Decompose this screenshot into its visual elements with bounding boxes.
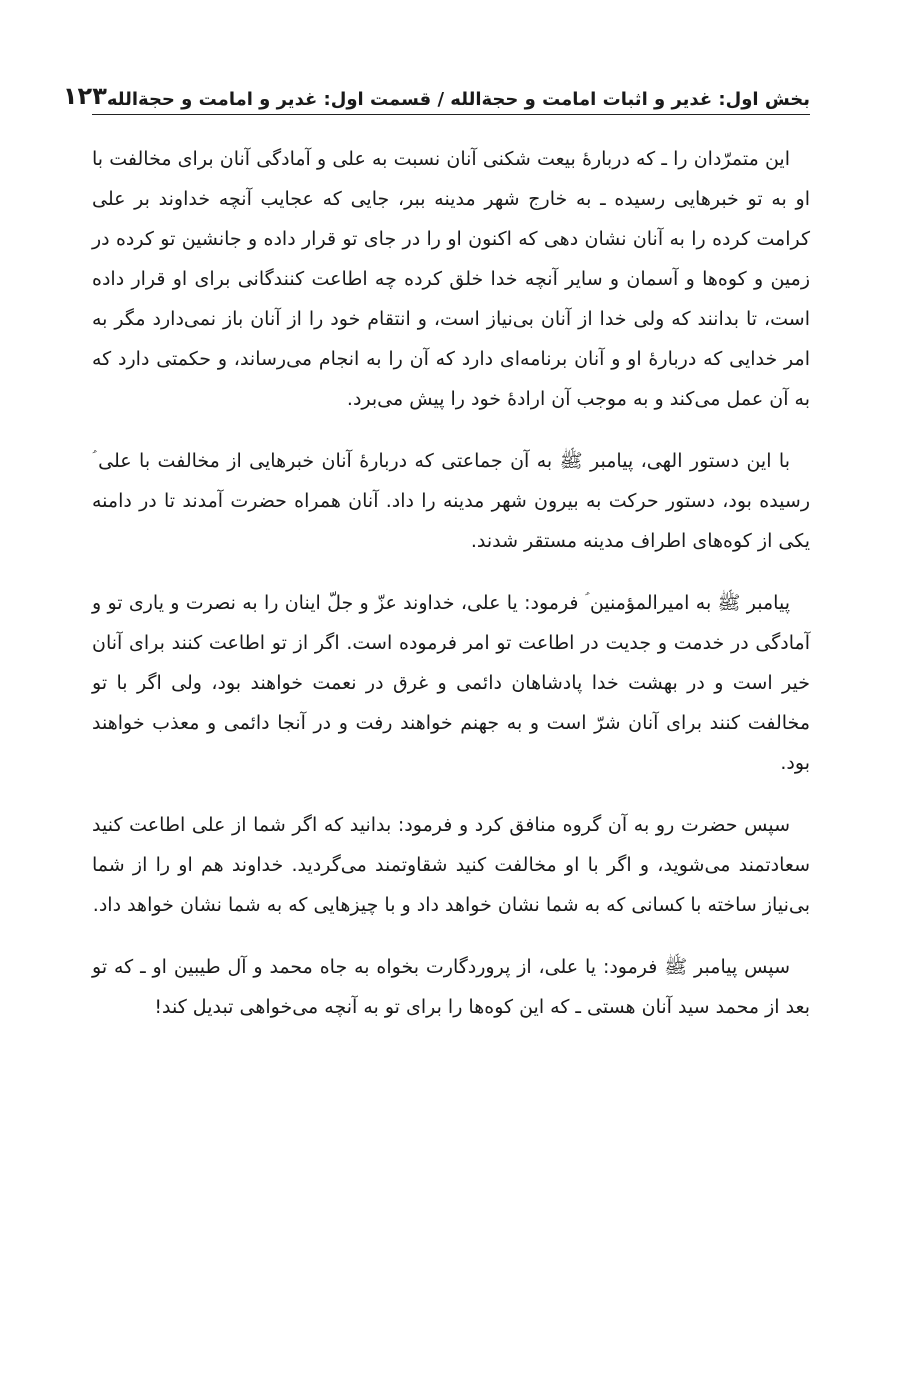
- paragraph: پیامبر ﷺ به امیرالمؤمنین ؑ فرمود: یا علی، خداوند عزّ و جلّ اینان را به نصرت و یاری تو و آمادگی در خدمت و جدیت در اطاعت تو امر فرموده است. اگر از تو اطاعت کنند برای آنان خیر است و در بهشت خدا پادشاهان دائمی و غرق در نعمت خواهند بود، ولی اگر با تو مخالفت کنند برای آنان شرّ است و به جهنم خواهند رفت و در آنجا دائمی و معذب خواهند بود.: [92, 592, 810, 774]
- paragraph: سپس پیامبر ﷺ فرمود: یا علی، از پروردگارت بخواه به جاه محمد و آل طیبین او ـ که تو بعد از محمد سید آنان هستی ـ که این کوه‌ها را برای تو به آنچه می‌خواهی تبدیل کند!: [92, 956, 810, 1018]
- chapter-title: بخش اول: غدیر و اثبات امامت و حجةالله / قسمت اول: غدیر و امامت و حجةالله: [106, 89, 810, 110]
- book-page: [62, 70, 810, 1049]
- page-number: ۱۲۳: [62, 82, 107, 110]
- paragraph: با این دستور الهی، پیامبر ﷺ به آن جماعتی که دربارهٔ آنان خبرهایی از مخالفت با علی ؑ رسیده بود، دستور حرکت به بیرون شهر مدینه را داد. آنان همراه حضرت آمدند تا در دامنه یکی از کوه‌های اطراف مدینه مستقر شدند.: [92, 450, 810, 552]
- paragraph: این متمرّدان را ـ که دربارهٔ بیعت شکنی آنان نسبت به علی و آمادگی آنان برای مخالفت با او به تو خبرهایی رسیده ـ به خارج شهر مدینه ببر، جایی که عجایب آنچه خداوند بر علی کرامت کرده را به آنان نشان دهی که اکنون او را در جای تو قرار داده و جانشین تو کرده در زمین و کوه‌ها و آسمان و سایر آنچه خدا خلق کرده چه اطاعت کنندگانی برای او قرار داده است، تا بدانند که ولی خدا از آنان بی‌نیاز است، و انتقام خود را از آنان باز نمی‌دارد مگر به امر خدایی که دربارهٔ او و آنان برنامه‌ای دارد که آن را به انجام می‌رساند، و حکمتی دارد که به آن عمل می‌کند و به موجب آن ارادهٔ خود را پیش می‌برد.: [92, 148, 810, 410]
- paragraph: سپس حضرت رو به آن گروه منافق کرد و فرمود: بدانید که اگر شما از علی اطاعت کنید سعادتمند می‌شوید، و اگر با او مخالفت کنید شقاوتمند می‌گردید. خداوند هم او را از شما بی‌نیاز ساخته با کسانی که به شما نشان خواهد داد و با چیزهایی که به شما نشان خواهد داد.: [92, 814, 810, 916]
- running-header: [62, 70, 810, 115]
- body-text: [92, 139, 810, 1027]
